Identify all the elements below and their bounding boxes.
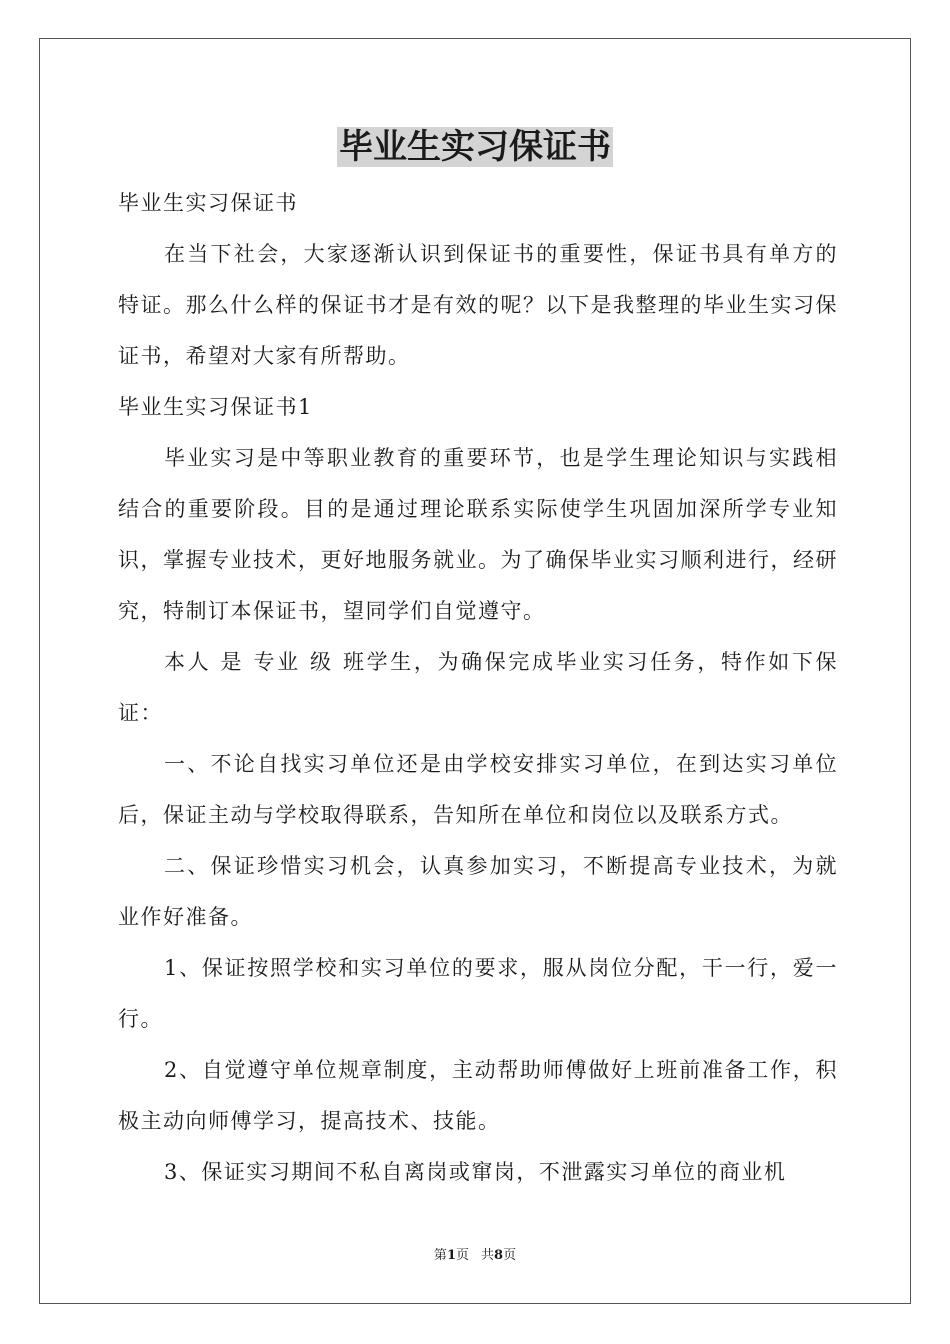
footer-total-suffix: 页 <box>503 1248 517 1263</box>
paragraph-subitem-3: 3、保证实习期间不私自离岗或窜岗，不泄露实习单位的商业机 <box>164 1160 787 1184</box>
page-footer <box>0 1247 950 1265</box>
paragraph-subitem-2: 2、自觉遵守单位规章制度，主动帮助师傅做好上班前准备工作，积极主动向师傅学习，提高技术、技能。 <box>118 1058 838 1133</box>
paragraph-purpose: 毕业实习是中等职业教育的重要环节，也是学生理论知识与实践相结合的重要阶段。目的是通过理论联系实际使学生巩固加深所学专业知识，掌握专业技术，更好地服务就业。为了确保毕业实习顺利进行，经研究，特制订本保证书，望同学们自觉遵守。 <box>118 446 838 623</box>
paragraph-subtitle: 毕业生实习保证书 <box>118 191 298 215</box>
document-title <box>0 124 950 170</box>
footer-page-suffix: 页 <box>455 1248 469 1263</box>
document-body <box>118 178 838 1198</box>
footer-page-prefix: 第 <box>433 1248 447 1263</box>
paragraph-subitem-1: 1、保证按照学校和实习单位的要求，服从岗位分配，干一行，爱一行。 <box>118 956 838 1031</box>
paragraph-section-heading: 毕业生实习保证书1 <box>118 395 313 419</box>
paragraph-intro: 在当下社会，大家逐渐认识到保证书的重要性，保证书具有单方的特证。那么什么样的保证书才是有效的呢？以下是我整理的毕业生实习保证书，希望对大家有所帮助。 <box>118 242 838 368</box>
paragraph-declaration: 本人 是 专业 级 班学生，为确保完成毕业实习任务，特作如下保证： <box>118 650 838 725</box>
document-title-text: 毕业生实习保证书 <box>339 127 611 167</box>
footer-total-prefix: 共 <box>481 1248 495 1263</box>
footer-page-total: 8 <box>494 1248 504 1263</box>
footer-page-current: 1 <box>446 1248 456 1263</box>
paragraph-item-two: 二、保证珍惜实习机会，认真参加实习，不断提高专业技术，为就业作好准备。 <box>118 854 838 929</box>
paragraph-item-one: 一、不论自找实习单位还是由学校安排实习单位，在到达实习单位后，保证主动与学校取得联系，告知所在单位和岗位以及联系方式。 <box>118 752 838 827</box>
